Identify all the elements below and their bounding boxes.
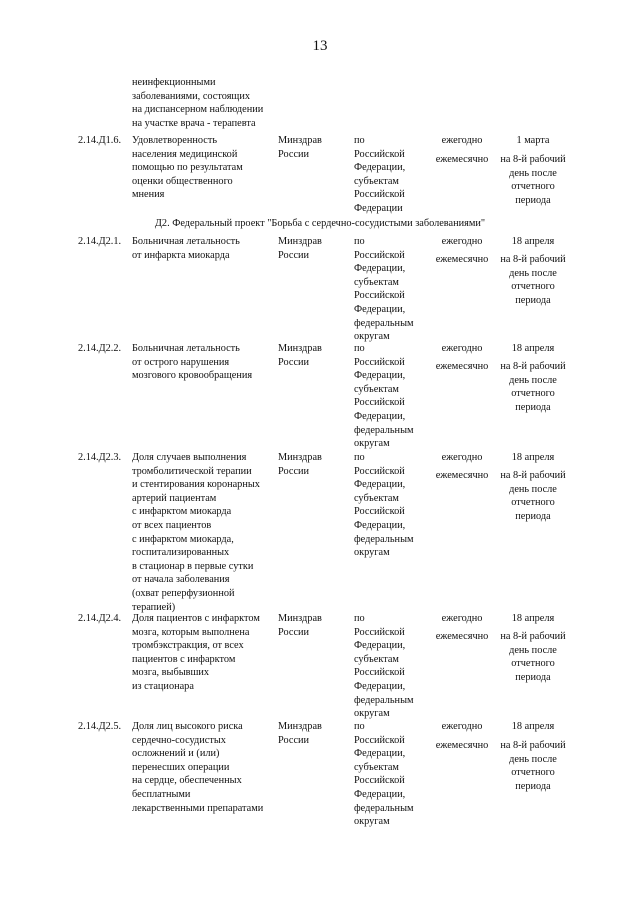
row-level: по Российской Федерации, субъектам Российской Федерации [354, 135, 406, 214]
row-code: 2.14.Д2.1. [78, 236, 122, 247]
row-deadline-monthly: на 8-й рабочий день после отчетного периода [500, 154, 566, 206]
row-code: 2.14.Д2.3. [78, 452, 122, 463]
row-code: 2.14.Д2.5. [78, 721, 122, 732]
row-level: по Российской Федерации, субъектам Российской Федерации, федеральным округам [354, 343, 414, 450]
row-freq-monthly: ежемесячно [435, 154, 489, 165]
row-freq-annual: ежегодно [441, 613, 483, 624]
row-name: Доля случаев выполнения тромболитической терапии и стентирования коронарных артерий пациентам с инфарктом миокарда от всех пациентов с инфарктом миокарда, госпитализированных в стационар в первые сутки от начала заболевания (охват реперфузионной терапией) [132, 452, 260, 613]
row-name: Удовлетворенность населения медицинской помощью по результатам оценки общественного мнения [132, 135, 243, 201]
row-freq-annual: ежегодно [441, 135, 483, 146]
row-name: Доля пациентов с инфарктом мозга, которым выполнена тромбэкстракция, от всех пациентов с инфарктом мозга, выбывших из стационара [132, 613, 260, 692]
row-freq-monthly: ежемесячно [435, 254, 489, 265]
row-org: Минздрав России [278, 721, 322, 746]
row-deadline-annual: 18 апреля [511, 343, 555, 354]
row-freq-monthly: ежемесячно [435, 740, 489, 751]
row-code: 2.14.Д2.4. [78, 613, 122, 624]
row-deadline-annual: 18 апреля [511, 452, 555, 463]
row-code: 2.14.Д2.2. [78, 343, 122, 354]
row-freq-annual: ежегодно [441, 721, 483, 732]
continuation-name: неинфекционными заболеваниями, состоящих на диспансерном наблюдении на участке врача - терапевта [132, 77, 264, 129]
row-deadline-monthly: на 8-й рабочий день после отчетного периода [500, 740, 566, 792]
row-org: Минздрав России [278, 135, 322, 160]
row-level: по Российской Федерации, субъектам Российской Федерации, федеральным округам [354, 236, 414, 343]
row-level: по Российской Федерации, субъектам Российской Федерации, федеральным округам [354, 721, 414, 828]
row-deadline-monthly: на 8-й рабочий день после отчетного периода [500, 631, 566, 683]
row-level: по Российской Федерации, субъектам Российской Федерации, федеральным округам [354, 613, 414, 720]
row-deadline-annual: 1 марта [516, 135, 550, 146]
row-code: 2.14.Д1.6. [78, 135, 122, 146]
row-freq-monthly: ежемесячно [435, 361, 489, 372]
page-number: 13 [312, 38, 328, 54]
row-deadline-annual: 18 апреля [511, 721, 555, 732]
row-deadline-monthly: на 8-й рабочий день после отчетного периода [500, 470, 566, 522]
row-org: Минздрав России [278, 613, 322, 638]
row-freq-annual: ежегодно [441, 343, 483, 354]
row-freq-annual: ежегодно [441, 452, 483, 463]
row-name: Больничная летальность от острого нарушения мозгового кровообращения [132, 343, 253, 382]
row-org: Минздрав России [278, 452, 322, 477]
row-freq-annual: ежегодно [441, 236, 483, 247]
row-org: Минздрав России [278, 236, 322, 261]
row-org: Минздрав России [278, 343, 322, 368]
row-deadline-annual: 18 апреля [511, 236, 555, 247]
row-name: Больничная летальность от инфаркта миокарда [132, 236, 240, 261]
row-deadline-monthly: на 8-й рабочий день после отчетного периода [500, 361, 566, 413]
row-name: Доля лиц высокого риска сердечно-сосудистых осложнений и (или) перенесших операции на сердце, обеспеченных бесплатными лекарственными препаратами [132, 721, 264, 814]
row-deadline-monthly: на 8-й рабочий день после отчетного периода [500, 254, 566, 306]
row-level: по Российской Федерации, субъектам Российской Федерации, федеральным округам [354, 452, 414, 559]
row-deadline-annual: 18 апреля [511, 613, 555, 624]
section-title: Д2. Федеральный проект "Борьба с сердечно-сосудистыми заболеваниями" [154, 218, 486, 229]
row-freq-monthly: ежемесячно [435, 470, 489, 481]
row-freq-monthly: ежемесячно [435, 631, 489, 642]
